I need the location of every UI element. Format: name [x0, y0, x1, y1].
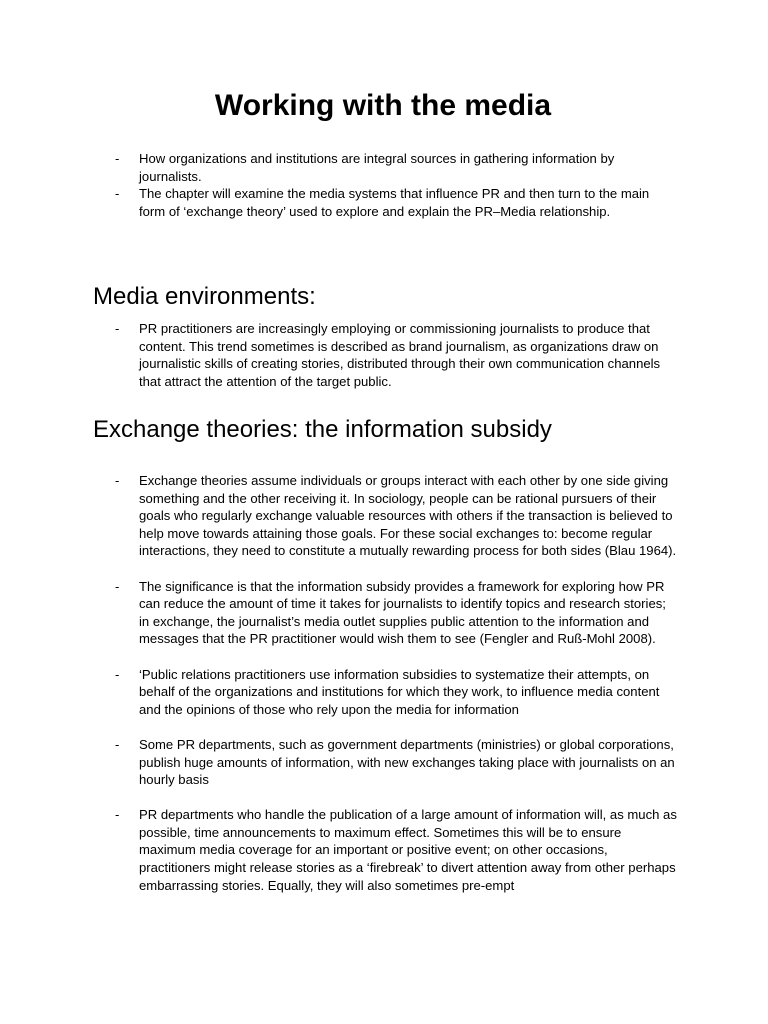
- list-item: [0, 578, 679, 648]
- list-item: [0, 736, 679, 789]
- bullet-text: PR practitioners are increasingly employing or commissioning journalists to produce that content. This trend sometimes is described as brand journalism, as organizations draw on journalistic skills of creating stories, distributed through their own communication channels that attract the attention of the target public.: [139, 321, 661, 389]
- list-item: [0, 150, 679, 185]
- bullet-text: Some PR departments, such as government departments (ministries) or global corporations, publish huge amounts of information, with new exchanges taking place with journalists on an hourly basis: [139, 736, 675, 788]
- exchange-theories-bullet-list: [0, 472, 679, 894]
- bullet-text: The chapter will examine the media systems that influence PR and then turn to the main form of ‘exchange theory’ used to explore and explain the PR–Media relationship.: [139, 186, 650, 219]
- bullet-dash: -: [115, 473, 120, 488]
- bullet-text: PR departments who handle the publication of a large amount of information will, as much as possible, time announcements to maximum effect. Sometimes this will be to ensure maximum media coverage for an important or positive event; on other occasions, practitioners might release stories as a ‘firebreak’ to divert attention away from other perhaps embarrassing stories. Equally, they will also sometimes pre-empt: [139, 807, 677, 893]
- bullet-dash: -: [115, 666, 120, 682]
- bullet-dash: -: [115, 578, 120, 594]
- media-environments-bullet-list: [0, 320, 679, 390]
- intro-bullet-list: [0, 150, 679, 220]
- bullet-text: The significance is that the information subsidy provides a framework for exploring how PR can reduce the amount of time it takes for journalists to identify topics and research stories; in exchange, the journalist’s media outlet supplies public attention to the information and messages that the PR practitioner would wish them to see (Fengler and Ruß-Mohl 2008).: [139, 578, 666, 647]
- bullet-dash: -: [115, 186, 120, 202]
- bullet-text: ‘Public relations practitioners use information subsidies to systematize their attempts, on behalf of the organizations and institutions for which they work, to influence media content and the opinions of those who rely upon the media for information: [139, 666, 660, 717]
- list-item: [0, 806, 679, 894]
- bullet-dash: -: [115, 807, 120, 823]
- list-item: [0, 666, 679, 719]
- bullet-text: Exchange theories assume individuals or groups interact with each other by one side giving something and the other receiving it. In sociology, people can be rational pursuers of their goals who regularly exchange valuable resources with others if the transaction is believed to help move towards attaining those goals. For these social exchanges to: become regular interactions, they need to constitute a mutually rewarding process for both sides (Blau 1964).: [139, 473, 677, 559]
- bullet-text: How organizations and institutions are integral sources in gathering information by journalists.: [139, 151, 615, 184]
- bullet-dash: -: [115, 151, 120, 166]
- list-item: [0, 472, 679, 560]
- bullet-dash: -: [115, 321, 120, 336]
- section-heading-media-environments: Media environments:: [93, 283, 316, 310]
- document-title: Working with the media: [214, 89, 552, 122]
- list-item: [0, 320, 679, 390]
- list-item: [0, 185, 679, 220]
- section-heading-exchange-theories: Exchange theories: the information subsidy: [93, 416, 552, 443]
- bullet-dash: -: [115, 736, 120, 752]
